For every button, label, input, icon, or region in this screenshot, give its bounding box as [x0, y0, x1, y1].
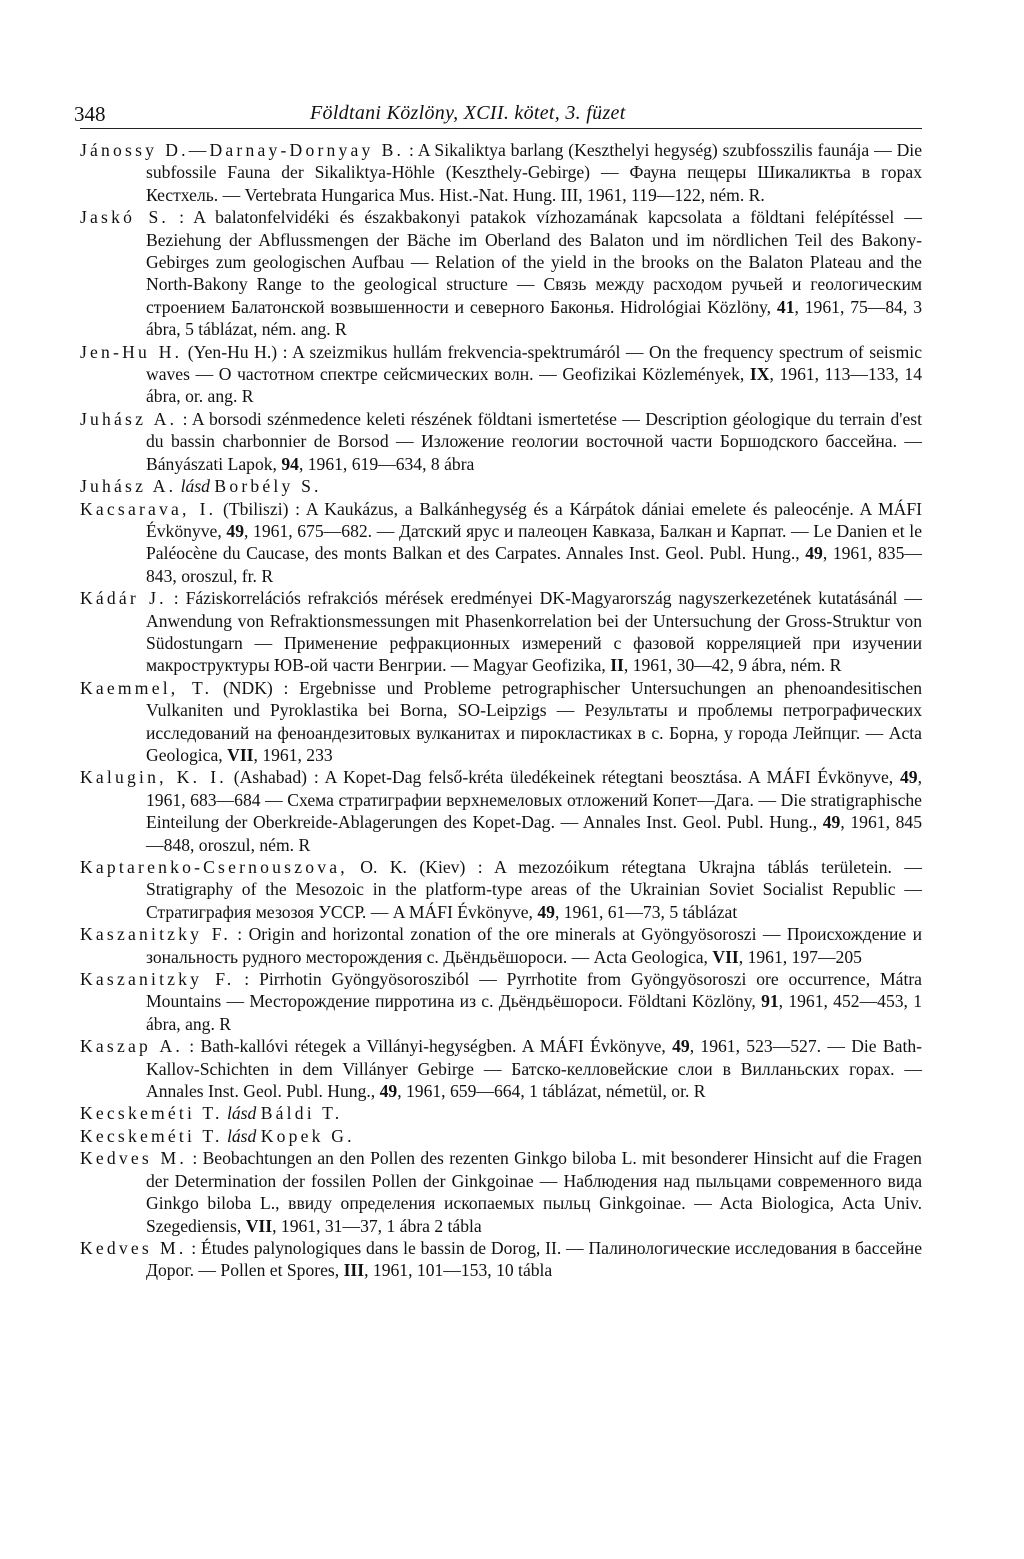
entry-see-reference: lásd: [222, 1103, 261, 1124]
bibliography-entry: [80, 475, 922, 497]
entry-details: , 1961, 233: [253, 744, 333, 765]
entry-details: , 1961, 675—682. — Датский ярус и палеоцен Кавказа, Балкан и Карпат. — Le Danien et le Paléocène du Caucase, des monts Balkan et des Carpates. Annales Inst. Geol. Publ. Hung.,: [146, 520, 922, 564]
bibliography-entry: [80, 498, 922, 588]
entry-see-author: Báldi T.: [260, 1103, 343, 1124]
bibliography-entry: [80, 1237, 922, 1282]
bibliography-entry: [80, 1035, 922, 1102]
entry-text: : A Sikaliktya barlang (Keszthelyi hegység) szubfosszilis faunája — Die subfossile Fauna der Sikaliktya-Höhle (Keszthely-Gebirge) — Фауна пещеры Шикаликтьа в горах Кестхель. — Vertebrata Hungarica Mus. Hist.-Nat. Hung. III, 1961, 119—122, ném. R.: [146, 140, 922, 205]
entry-author: Kaemmel, T.: [80, 677, 213, 698]
entry-details: , 1961, 523—527. — Die Bath-Kallov-Schichten in dem Villányer Gebirge — Батско-келловейские слои в Вилланьских горах. — Annales Inst. Geol. Publ. Hung.,: [146, 1036, 922, 1102]
entry-volume: 91: [761, 991, 779, 1012]
entry-author: Kacsarava, I.: [80, 498, 217, 519]
running-title: Földtani Közlöny, XCII. kötet, 3. füzet: [310, 102, 626, 124]
bibliography-entry: [80, 206, 922, 340]
entry-text: O. K. (Kiev) : A mezozóikum rétegtana Ukrajna táblás területein. — Stratigraphy of the Mesozoic in the platform-type areas of the Ukrainian Soviet Socialist Republic — Стратиграфия мезозоя УССР. — A MÁFI Évkönyve,: [146, 857, 922, 922]
entry-text: : A borsodi szénmedence keleti részének földtani ismertetése — Description géologique du terrain d'est du bassin charbonnier de Borsod — Изложение геологии восточной части Боршодского бассейна. — Bányászati Lapok,: [146, 408, 922, 474]
bibliography-entry: [80, 968, 922, 1035]
bibliography-entry: [80, 677, 922, 767]
entry-text: : Fáziskorrelációs refrakciós mérések eredményei DK-Magyarország nagyszerkezetének kutatásánál — Anwendung von Refraktionsmessungen mit Phasenkorrelation bei der Untersuchung der Gross-Struktur von Südostungarn — Применение рефракционных измерений с фазовой корреляцией при изучении макроструктуры ЮВ-ой части Венгрии. — Magyar Geofizika,: [146, 588, 922, 676]
entry-see-author: Borbély S.: [214, 476, 322, 497]
entry-volume: 41: [776, 296, 795, 317]
bibliography-entry: [80, 1125, 922, 1147]
entry-author: Jaskó S.: [80, 207, 170, 228]
bibliography-entry: [80, 1147, 922, 1237]
bibliography-entry: [80, 856, 922, 923]
entry-details: , 1961, 61—73, 5 táblázat: [554, 901, 738, 922]
entry-author: Kecskeméti T.: [80, 1103, 223, 1124]
bibliography-entry: [80, 341, 922, 408]
entry-details: , 1961, 619—634, 8 ábra: [298, 453, 475, 474]
entry-details: , 1961, 197—205: [738, 946, 862, 967]
entry-volume: 49: [822, 812, 841, 833]
entry-details: , 1961, 835—843, oroszul, fr. R: [146, 543, 922, 586]
entry-volume: 49: [900, 767, 918, 788]
bibliography-entry: [80, 139, 922, 206]
entry-details: , 1961, 683—684 — Схема стратиграфии верхнемеловых отложений Копет—Дага. — Die stratigraphische Einteilung der Oberkreide-Ablagerungen des Kopet-Dag. — Annales Inst. Geol. Publ. Hung.,: [146, 767, 922, 833]
entry-details: , 1961, 659—664, 1 táblázat, németül, or. R: [397, 1081, 706, 1102]
entry-details: , 1961, 30—42, 9 ábra, ném. R: [623, 655, 842, 676]
entry-volume: VII: [245, 1215, 273, 1236]
entry-author: Kaszap A.: [80, 1036, 183, 1057]
entry-volume: II: [610, 655, 624, 676]
entry-see-reference: lásd: [222, 1125, 261, 1146]
entry-volume: IX: [749, 364, 770, 385]
entry-author: Kaptarenko-Csernouszova,: [80, 857, 348, 877]
entry-volume: III: [343, 1260, 365, 1281]
entry-text: : Bath-kallóvi rétegek a Villányi-hegységben. A MÁFI Évkönyve,: [183, 1036, 673, 1057]
page: [74, 98, 923, 1282]
entry-text: (Ashabad) : A Kopet-Dag felső-kréta üledékeinek rétegtani beosztása. A MÁFI Évkönyve,: [226, 767, 900, 788]
entry-author: Jen-Hu H.: [80, 341, 183, 362]
entry-text: (Tbiliszi) : A Kaukázus, a Balkánhegység és a Kárpátok dániai emelete és paleocénje. A MÁFI Évkönyve,: [146, 498, 922, 541]
bibliography-entry: [80, 587, 922, 677]
entry-author: Kalugin, K. I.: [80, 767, 227, 788]
entry-author: Kedves M.: [80, 1148, 187, 1169]
entry-author: Kecskeméti T.: [80, 1125, 223, 1146]
entry-text: (NDK) : Ergebnisse und Probleme petrographischer Untersuchungen an phenoandesitischen Vulkaniten und Pyroklastika bei Borna, SO-Leipzigs — Результаты и проблемы петрографических исследований на феноандезитовых вулканитах и пирокластиках в с. Борна, у города Лейпциг. — Acta Geologica,: [146, 677, 922, 765]
entry-author: Kaszanitzky F.: [80, 969, 235, 990]
bibliography-entry: [80, 766, 922, 856]
entry-text: : Études palynologiques dans le bassin de Dorog, II. — Палинологические исследования в бассейне Дорог. — Pollen et Spores,: [146, 1237, 922, 1281]
bibliography-list: [80, 139, 922, 1282]
entry-author: Juhász A.: [80, 408, 178, 429]
entry-details: , 1961, 113—133, 14 ábra, or. ang. R: [146, 364, 922, 407]
page-header: [74, 98, 922, 129]
entry-author: Kádár J.: [80, 588, 167, 609]
bibliography-entry: [80, 923, 922, 968]
entry-volume: VII: [227, 744, 254, 765]
entry-volume: 49: [537, 901, 555, 922]
entry-text: : Origin and horizontal zonation of the ore minerals at Gyöngyösoroszi — Происхождение и зональность рудного месторождения с. Дьёндьёшороси. — Acta Geologica,: [146, 924, 922, 967]
entry-author: Jánossy D.—Darnay-Dornyay B.: [80, 140, 405, 160]
entry-author: Kedves M.: [80, 1237, 187, 1258]
entry-volume: 49: [379, 1081, 398, 1102]
entry-see-author: Kopek G.: [260, 1125, 355, 1146]
entry-details: , 1961, 845—848, oroszul, ném. R: [146, 812, 923, 855]
page-number: 348: [74, 102, 106, 126]
entry-details: , 1961, 101—153, 10 tábla: [364, 1260, 553, 1281]
entry-volume: 49: [672, 1036, 690, 1057]
entry-text: : Pirrhotin Gyöngyösorosziból — Pyrrhotite from Gyöngyösoroszi ore occurrence, Mátra Mountains — Месторождение пирротина из с. Дьёндьёшороси. Földtani Közlöny,: [146, 969, 922, 1012]
entry-volume: 49: [805, 543, 823, 564]
entry-details: , 1961, 75—84, 3 ábra, 5 táblázat, ném. ang. R: [146, 296, 923, 340]
entry-details: , 1961, 452—453, 1 ábra, ang. R: [146, 991, 923, 1034]
bibliography-entry: [80, 408, 922, 475]
entry-author: Juhász A.: [80, 476, 177, 497]
entry-details: , 1961, 31—37, 1 ábra 2 tábla: [272, 1215, 482, 1236]
bibliography-entry: [80, 1102, 922, 1124]
entry-volume: VII: [712, 946, 739, 967]
entry-see-reference: lásd: [176, 476, 215, 497]
entry-text: : A balatonfelvidéki és északbakonyi patakok vízhozamának kapcsolata a földtani felépítéssel — Beziehung der Abflussmengen der Bäche im Oberland des Balaton und im nördlichen Teil des Bakony-Gebirges zum geologischen Aufbau — Relation of the yield in the brooks on the Balaton Plateau and the North-Bakony Range to the geological structure — Связь между расходом ручьей и геологическим строением Балатонской возвышенности и северного Баконья. Hidrológiai Közlöny,: [146, 207, 922, 317]
entry-author: Kaszanitzky F.: [80, 924, 231, 945]
entry-text: : Beobachtungen an den Pollen des rezenten Ginkgo biloba L. mit besonderer Hinsicht auf die Fragen der Determination der fossilen Pollen der Ginkgoinae — Наблюдения над пыльцами современного вида Ginkgo biloba L., ввиду определения ископаемых пыльц Ginkgoinae. — Acta Biologica, Acta Univ. Szegediensis,: [146, 1148, 922, 1236]
entry-volume: 94: [281, 453, 299, 474]
entry-text: (Yen-Hu H.) : A szeizmikus hullám frekvencia-spektrumáról — On the frequency spectrum of seismic waves — О частотном спектре сейсмических волн. — Geofizikai Közlemények,: [146, 341, 922, 385]
entry-volume: 49: [226, 520, 244, 541]
